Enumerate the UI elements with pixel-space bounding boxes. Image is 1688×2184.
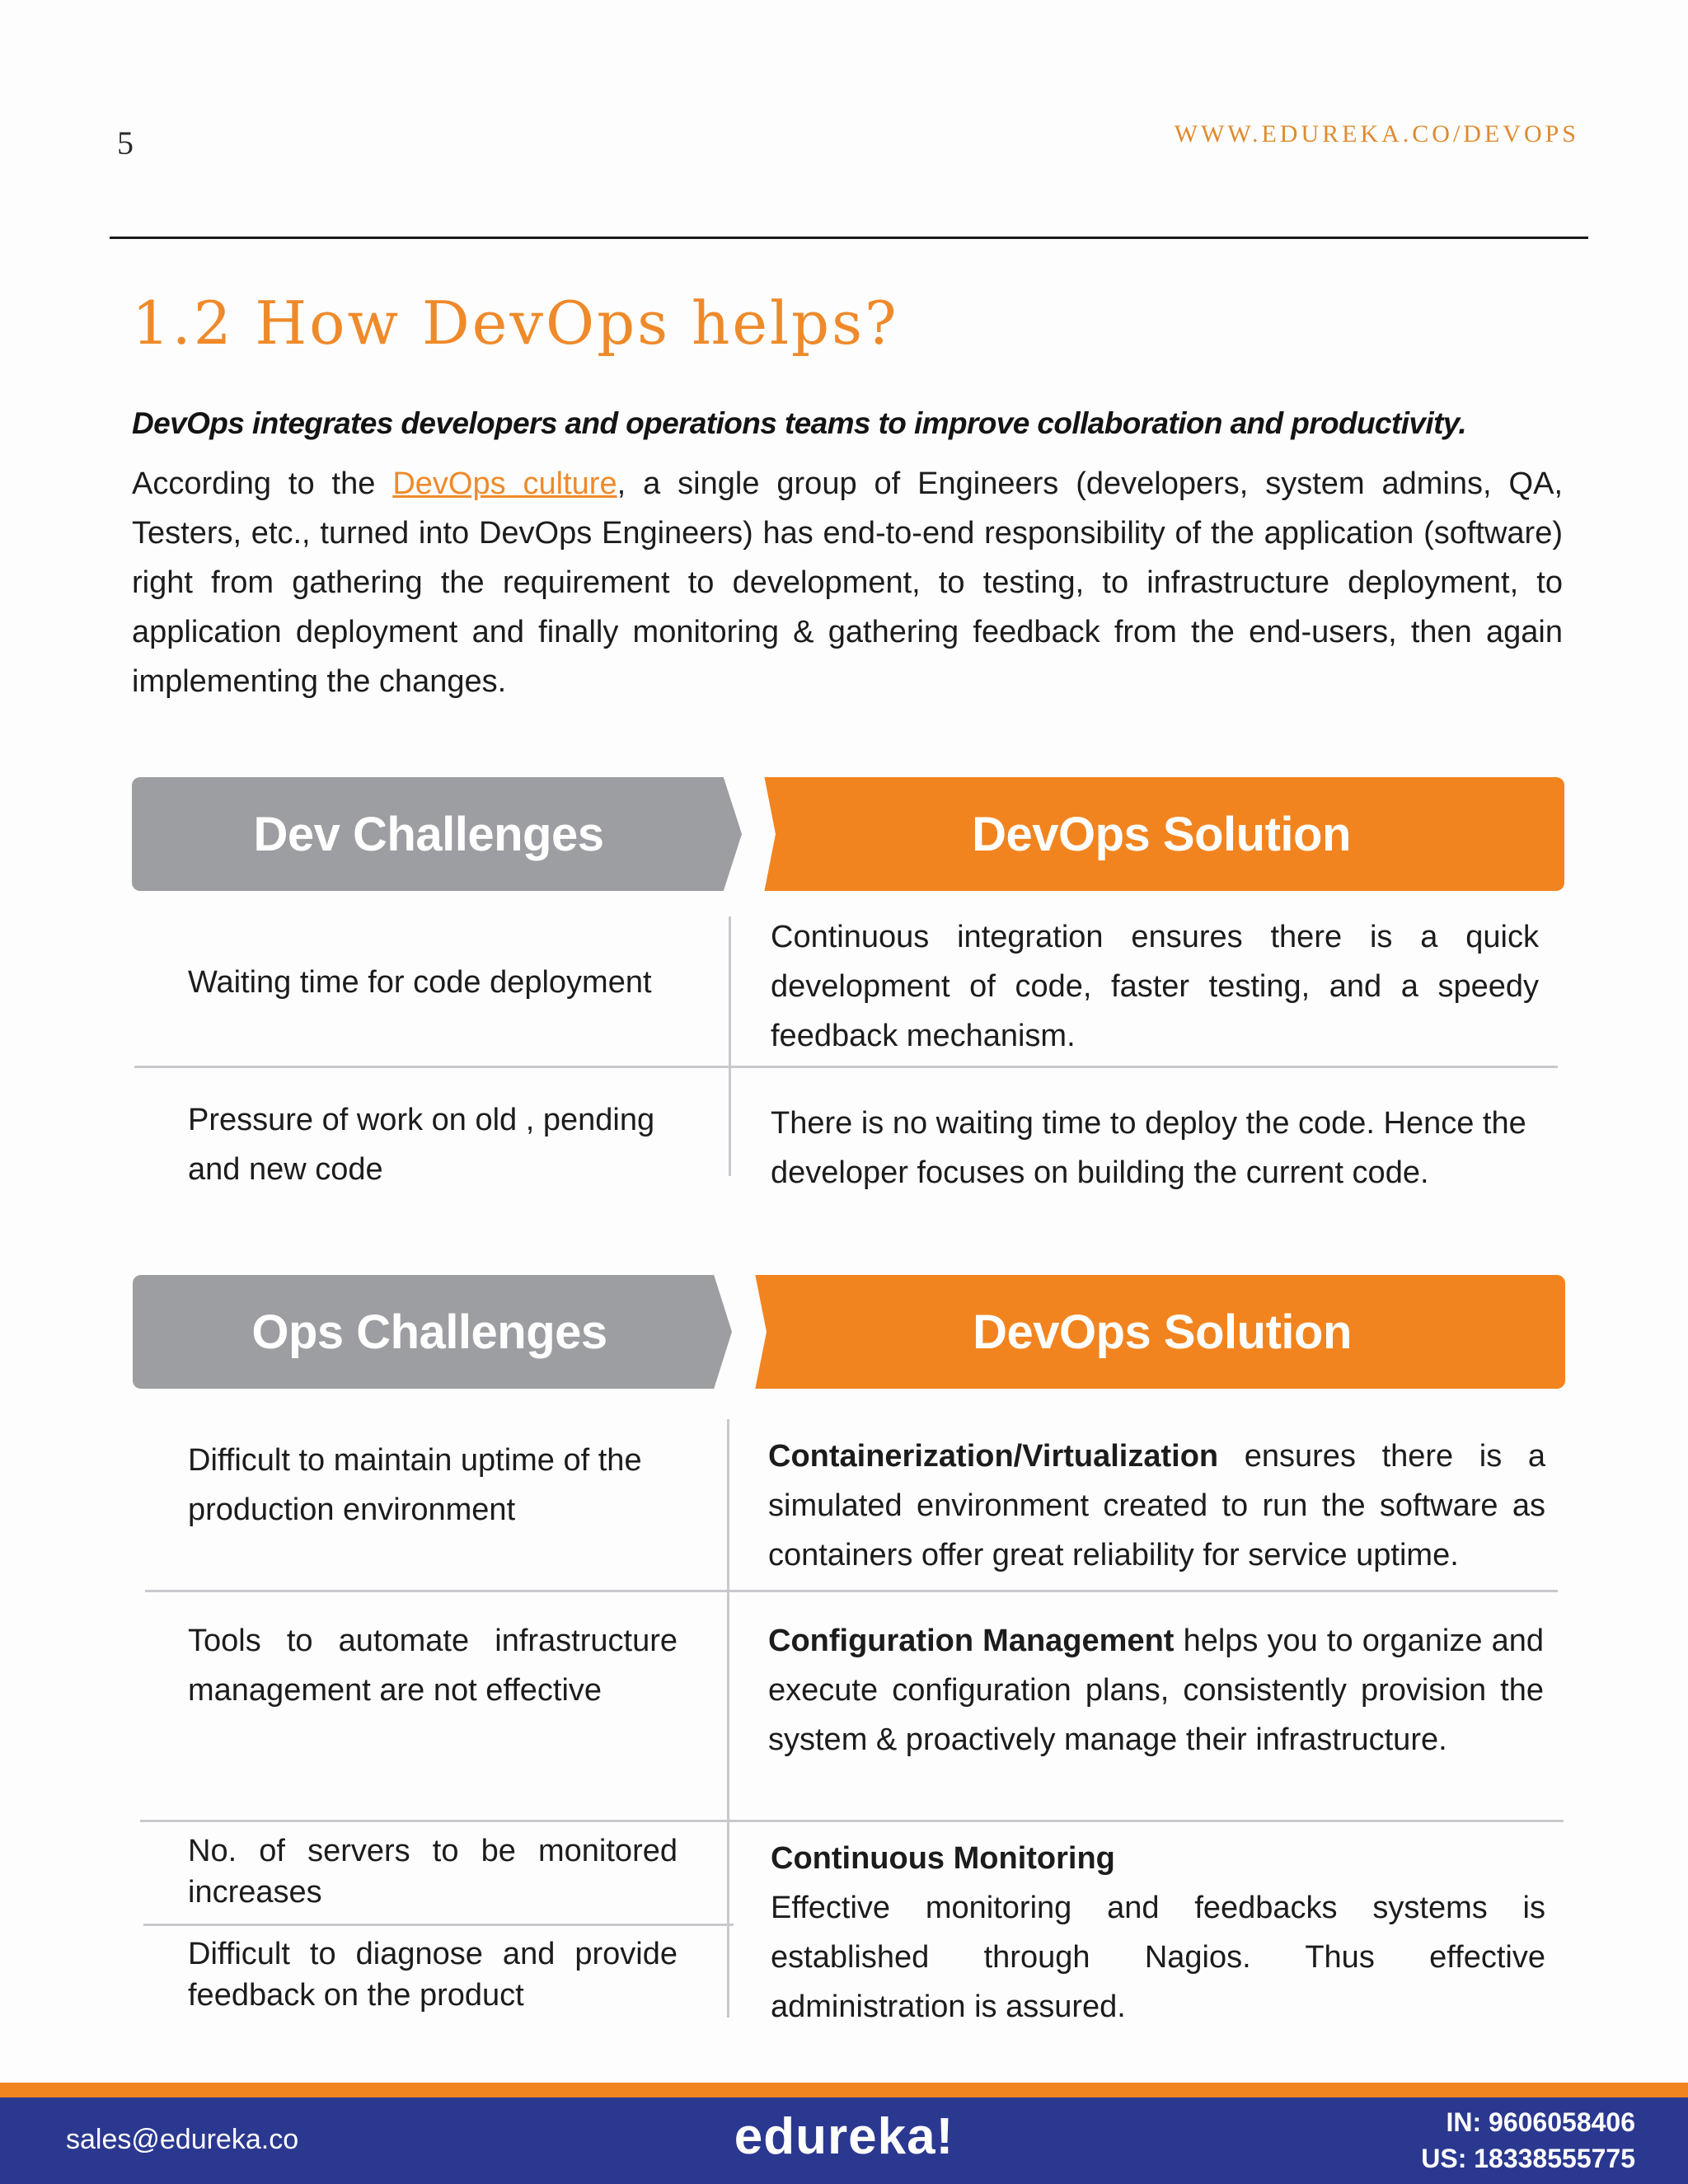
dev-solution-2: There is no waiting time to deploy the code. Hence the developer focuses on building the current code. — [771, 1106, 1526, 1190]
ops-solution-2-text: helps you to organize and execute configuration plans, consistently provision the system & proactively manage their infrastructure. — [768, 1624, 1544, 1757]
para-rest: , a single group of Engineers (developers, system admins, QA, Testers, etc., turned into DevOps Engineers) has end-to-end responsibility of the application (software) right from gathering the requirement to development, to testing, to infrastructure deployment, to application deployment and finally monitoring & gathering feedback from the end-users, then again implementing the changes. — [132, 466, 1563, 699]
ops-solution-3-text: Effective monitoring and feedbacks systems is established through Nagios. Thus effective administration is assured. — [771, 1891, 1545, 2024]
ops-challenge-2: Tools to automate infrastructure management are not effective — [188, 1624, 678, 1708]
ops-challenges-label: Ops Challenges — [251, 1305, 607, 1359]
phone-in: IN: 9606058406 — [1446, 2107, 1635, 2137]
ops-solution-1 — [768, 1432, 1545, 1580]
ops-table-challenge-divider — [143, 1924, 734, 1926]
ops-solution-1-title: Containerization/Virtualization — [768, 1439, 1219, 1474]
para-prefix: According to the — [132, 466, 393, 501]
edureka-logo: edureka! — [734, 2108, 954, 2165]
ops-solution-2 — [768, 1616, 1544, 1765]
page-number: 5 — [117, 124, 134, 162]
site-url[interactable]: WWW.EDUREKA.CO/DEVOPS — [1174, 120, 1579, 148]
devops-culture-link[interactable]: DevOps culture — [392, 466, 617, 501]
ops-solution-2-title: Configuration Management — [768, 1624, 1175, 1658]
phone-us: US: 18338555775 — [1421, 2144, 1635, 2173]
ops-table-row-divider-2 — [140, 1820, 1564, 1822]
ops-solution-3-title: Continuous Monitoring — [771, 1841, 1115, 1876]
header-divider — [110, 237, 1588, 239]
ops-solution-1-text: ensures there is a simulated environment created to run the software as containers offer great reliability for service uptime. — [768, 1439, 1545, 1572]
ops-solution-label: DevOps Solution — [973, 1305, 1352, 1359]
dev-challenge-1: Waiting time for code deployment — [188, 965, 652, 1000]
footer-accent-strip — [0, 2083, 1688, 2097]
ops-table-vertical-divider — [727, 1419, 729, 2018]
lead-sentence: DevOps integrates developers and operations teams to improve collaboration and productivity. — [132, 406, 1467, 440]
dev-table-vertical-divider — [729, 916, 731, 1176]
dev-challenge-2: Pressure of work on old , pending and new code — [188, 1103, 655, 1187]
ops-challenge-3b: Difficult to diagnose and provide feedback on the product — [188, 1937, 678, 2013]
dev-challenges-label: Dev Challenges — [253, 807, 604, 861]
section-title: 1.2 How DevOps helps? — [132, 288, 899, 358]
footer-phones — [1421, 2104, 1635, 2177]
dev-solution-1: Continuous integration ensures there is a quick development of code, faster testing, and a speedy feedback mechanism. — [771, 920, 1539, 1053]
intro-paragraph — [132, 459, 1563, 706]
footer-bar — [0, 2097, 1688, 2184]
ops-table-row-divider-1 — [145, 1590, 1558, 1592]
ops-solution-3 — [771, 1834, 1545, 2032]
dev-table-header — [132, 777, 1564, 891]
ops-challenge-1: Difficult to maintain uptime of the production environment — [188, 1443, 642, 1527]
dev-table-row-divider — [134, 1066, 1558, 1068]
dev-solution-label: DevOps Solution — [972, 807, 1351, 861]
footer-email[interactable]: sales@edureka.co — [66, 2124, 299, 2155]
ops-table-header — [133, 1275, 1565, 1389]
ops-challenge-3a: No. of servers to be monitored increases — [188, 1834, 678, 1910]
